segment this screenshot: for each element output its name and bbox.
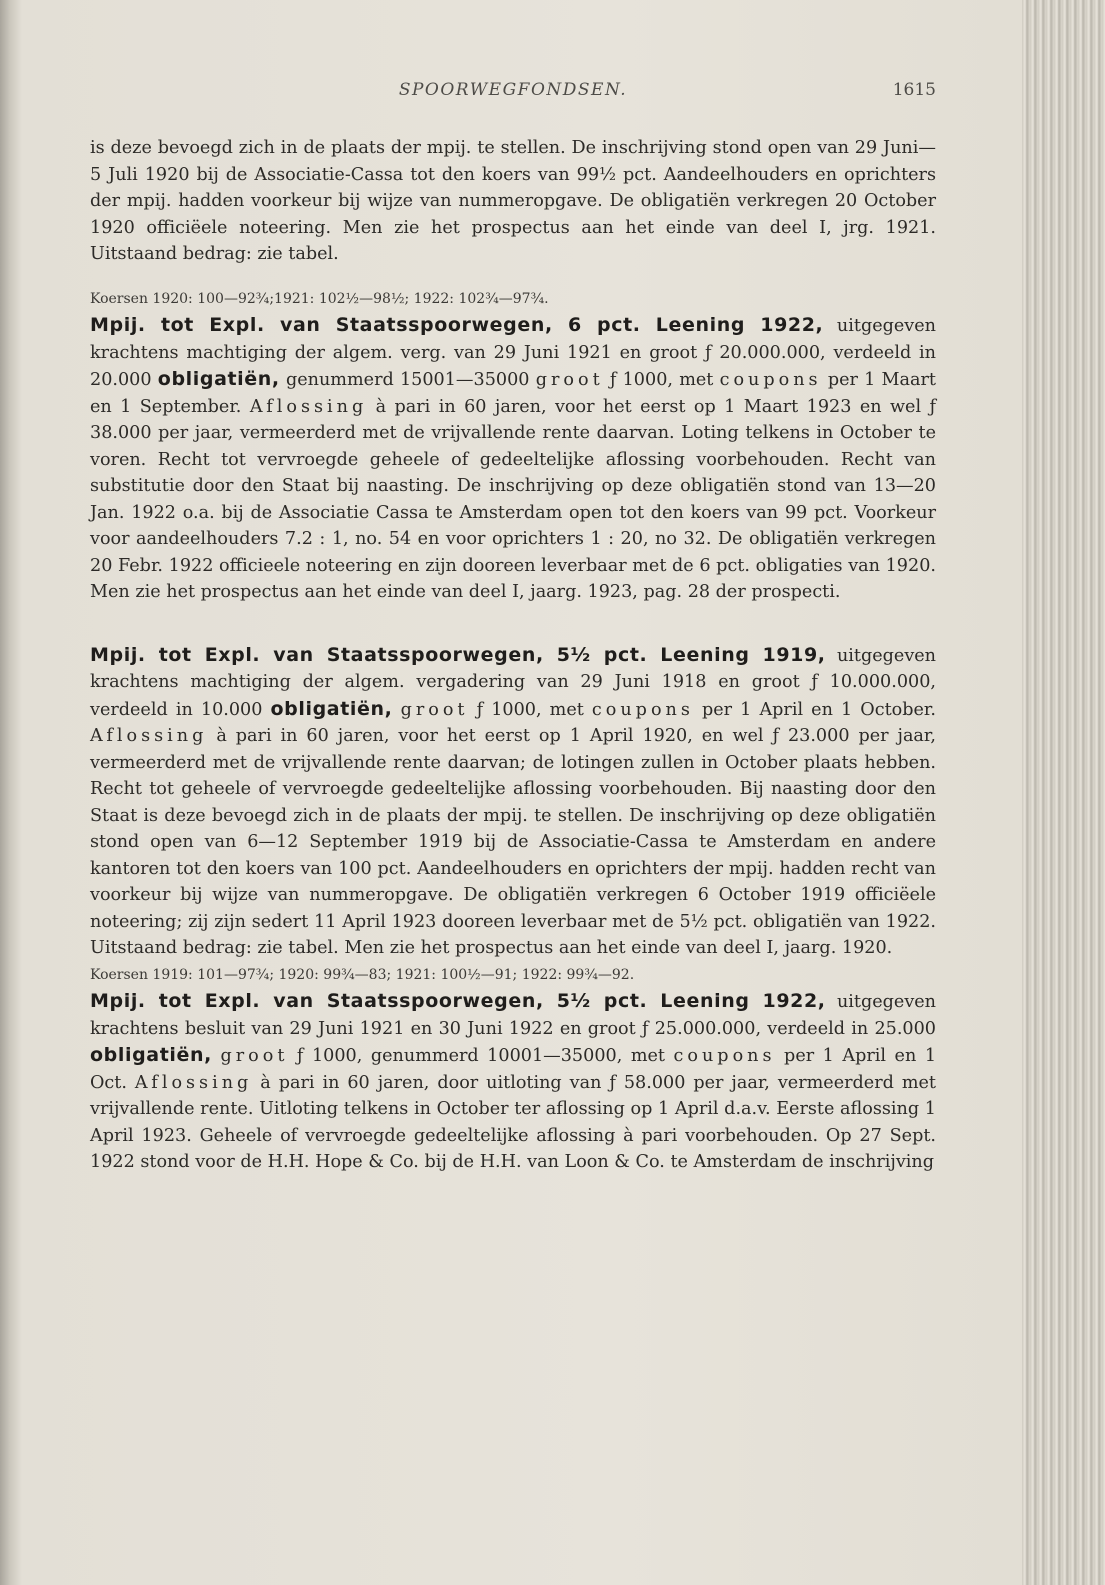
keyword-aflossing: Aflossing <box>90 726 208 746</box>
body-text: ƒ 1000, met <box>468 699 592 720</box>
keyword-coupons: coupons <box>719 370 822 390</box>
keyword-groot: groot <box>535 370 604 390</box>
keyword-obligatien: obligatiën, <box>270 697 393 720</box>
keyword-obligatien: obligatiën, <box>90 1044 212 1066</box>
intro-paragraph: is deze bevoegd zich in de plaats der mpij. te stellen. De inschrijving stond open van 29 Juni—5 Juli 1920 bij de Associatie-Cassa tot den koers van 99½ pct. Aandeelhouders en oprichters der mpij. hadden voorkeur bij wijze van nummeropgave. De obligatiën verkregen 20 October 1920 officiëele noteering. Men zie het prospectus aan het einde van deel I, jrg. 1921. Uitstaand bedrag: zie tabel. <box>90 138 936 264</box>
page-content <box>90 135 936 1176</box>
page-number: 1615 <box>892 80 936 100</box>
section-5-5pct-1919 <box>90 642 936 962</box>
body-text: per 1 Maart en 1 September. <box>90 370 937 417</box>
keyword-groot: groot <box>220 1046 289 1066</box>
running-title: SPOORWEGFONDSEN. <box>398 80 628 100</box>
section-heading: Mpij. tot Expl. van Staatsspoorwegen, 5½ pct. Leening 1919, <box>90 643 826 666</box>
body-text: à pari in 60 jaren, voor het eerst op 1 April 1920, en wel ƒ 23.000 per jaar, vermeerderd met de vrijvallende rente daarvan; de lotingen zullen in October plaats hebben. Recht tot geheele of vervroegde gedeeltelijke aflossing voorbehouden. Bij naasting door den Staat is deze bevoegd zich in de plaats der mpij. te stellen. De inschrijving op deze obligatiën stond open van 6—12 September 1919 bij de Associatie-Cassa te Amsterdam en andere kantoren tot den koers van 100 pct. Aandeelhouders en oprichters der mpij. hadden recht van voorkeur bij wijze van nummeropgave. De obligatiën verkregen 6 October 1919 officiëele noteering; zij zijn sedert 11 April 1923 dooreen leverbaar met de 5½ pct. obligatiën van 1922. Uitstaand bedrag: zie tabel. Men zie het prospectus aan het einde van deel I, jaarg. 1920. <box>90 726 936 958</box>
body-text: ƒ 1000, genummerd 10001—35000, met <box>288 1046 674 1066</box>
section-heading: Mpij. tot Expl. van Staatsspoorwegen, 6 pct. Leening 1922, <box>90 314 824 336</box>
body-text: per 1 April en 1 Oct. <box>90 1046 937 1093</box>
keyword-aflossing: Aflossing <box>249 396 368 417</box>
body-text <box>392 700 400 720</box>
body-text: genummerd 15001—35000 <box>279 370 536 390</box>
quotes-line: Koersen 1920: 100—92¾;1921: 102½—98½; 1922: 102¾—97¾. <box>90 290 549 307</box>
section-heading: Mpij. tot Expl. van Staatsspoorwegen, 5½ pct. Leening 1922, <box>90 990 826 1012</box>
keyword-obligatien: obligatiën, <box>157 368 280 390</box>
section-5-5pct-1922 <box>90 988 936 1176</box>
keyword-groot: groot <box>400 699 469 720</box>
body-text: uitgegeven krachtens machtiging der algem. vergadering van 29 Juni 1918 en groot ƒ 10.000.000, verdeeld in 10.000 <box>90 645 937 720</box>
body-text: à pari in 60 jaren, voor het eerst op 1 Maart 1923 en wel ƒ 38.000 per jaar, vermeerderd met de vrijvallende rente daarvan. Loting telkens in October te voren. Recht tot vervroegde geheele of gedeeltelijke aflossing voorbehouden. Recht van substitutie door den Staat bij naasting. De inschrijving op deze obligatiën stond van 13—20 Jan. 1922 o.a. bij de Associatie Cassa te Amsterdam open tot den koers van 99 pct. Voorkeur voor aandeelhouders 7.2 : 1, no. 54 en voor oprichters 1 : 20, no 32. De obligatiën verkregen 20 Febr. 1922 officieele noteering en zijn dooreen leverbaar met de 6 pct. obligaties van 1920. Men zie het prospectus aan het einde van deel I, jaarg. 1923, pag. 28 der prospecti. <box>90 396 936 602</box>
keyword-coupons: coupons <box>673 1046 776 1066</box>
body-text: à pari in 60 jaren, door uitloting van ƒ 58.000 per jaar, vermeerderd met vrijvallende rente. Uitloting telkens in October ter aflossing op 1 April d.a.v. Eerste aflossing 1 April 1923. Geheele of vervroegde gedeeltelijke aflossing à pari voorbehouden. Op 27 Sept. 1922 stond voor de H.H. Hope & Co. bij de H.H. van Loon & Co. te Amsterdam de inschrijving <box>90 1072 936 1172</box>
keyword-aflossing: Aflossing <box>134 1072 253 1093</box>
body-text: per 1 April en 1 October. <box>693 699 936 720</box>
page-header <box>90 80 936 106</box>
section-6pct-1922 <box>90 312 936 606</box>
quotes-line: Koersen 1919: 101—97¾; 1920: 99¾—83; 1921: 100½—91; 1922: 99¾—92. <box>90 966 635 983</box>
keyword-coupons: coupons <box>591 699 694 720</box>
body-text: ƒ 1000, met <box>603 370 720 390</box>
body-text: uitgegeven krachtens machtiging der algem. verg. van 29 Juni 1921 en groot ƒ 20.000.000, verdeeld in 20.000 <box>90 316 936 390</box>
body-text: uitgegeven krachtens besluit van 29 Juni 1921 en 30 Juni 1922 en groot ƒ 25.000.000, verdeeld in 25.000 <box>90 992 937 1039</box>
page-stack-edges <box>1022 0 1105 1585</box>
